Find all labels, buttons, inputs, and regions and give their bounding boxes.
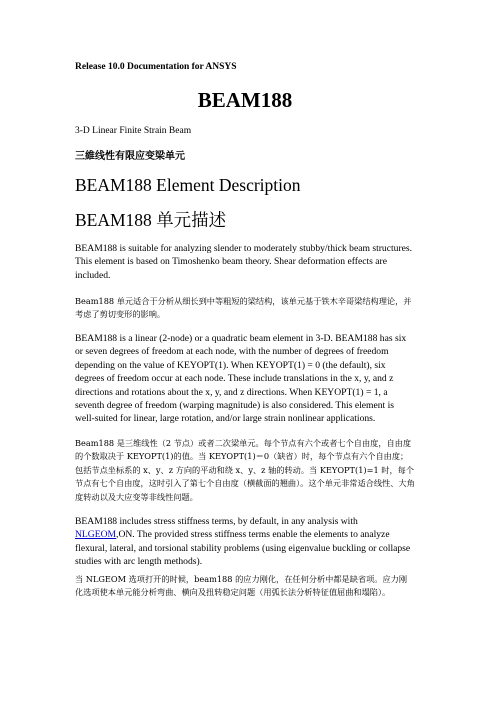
paragraph-2-english: BEAM188 is a linear (2-node) or a quadratic beam element in 3-D. BEAM188 has six or seven degrees of freedom at each node, with the number of degrees of freedom depending on the value of KEYOPT(1). When KEYOPT(1) = 0 (the default), six degrees of freedom occur at each node. These include translations in the x, y, and z directions and rotations about the x, y, and z directions. When KEYOPT(1) = 1, a seventh degree of freedom (warping magnitude) is also considered. This element is well-suited for linear, large rotation, and/or large strain nonlinear applications. bbox=[75, 333, 407, 425]
nlgeom-link[interactable]: NLGEOM bbox=[75, 529, 117, 541]
paragraph-3-text-before: BEAM188 includes stress stiffness terms, by default, in any analysis with bbox=[75, 516, 358, 527]
release-header: Release 10.0 Documentation for ANSYS bbox=[75, 62, 237, 72]
subtitle-chinese: 三維线性有限应变梁单元 bbox=[75, 151, 185, 162]
section-heading-english: BEAM188 Element Description bbox=[75, 175, 301, 195]
section-heading-chinese: BEAM188 单元描述 bbox=[75, 210, 227, 230]
paragraph-2-chinese: Beam188 是三维线性（2 节点）或者二次梁单元。每个节点有六个或者七个自由度，自由度的个数取决于 KEYOPT(1)的值。当 KEYOPT(1)＝0（缺省）时，每个节点有六个自由度；包括节点坐标系的 x、y、z 方向的平动和绕 x、y、z 轴的转动。当 KEYOPT(1)=1 时，每个节点有七个自由度，这时引入了第七个自由度（横截面的翘曲）。这个单元非常适合线性、大角度转动以及大应变等非线性问题。 bbox=[75, 438, 415, 502]
paragraph-3-chinese: 当 NLGEOM 选项打开的时候，beam188 的应力刚化，在任何分析中都是缺省项。应力刚化选项使本单元能分析弯曲、横向及扭转稳定问题（用弧长法分析特征值屈曲和塌陷）。 bbox=[75, 574, 408, 598]
subtitle-english: 3-D Linear Finite Strain Beam bbox=[75, 126, 192, 136]
paragraph-1-chinese: Beam188 单元适合于分析从细长到中等粗短的梁结构，该单元基于铁木辛哥梁结构理论，并考虑了剪切变形的影响。 bbox=[75, 296, 412, 320]
paragraph-3-text-after: ,ON. The provided stress stiffness terms enable the elements to analyze flexural, lateral, and torsional stability problems (using eigenvalue buckling or collapse studies with arc length methods). bbox=[75, 529, 411, 568]
page-title: BEAM188 bbox=[197, 88, 293, 112]
paragraph-1-english: BEAM188 is suitable for analyzing slender to moderately stubby/thick beam structures. This element is based on Timoshenko beam theory. Shear deformation effects are included. bbox=[75, 243, 413, 281]
paragraph-3-english bbox=[75, 515, 413, 569]
